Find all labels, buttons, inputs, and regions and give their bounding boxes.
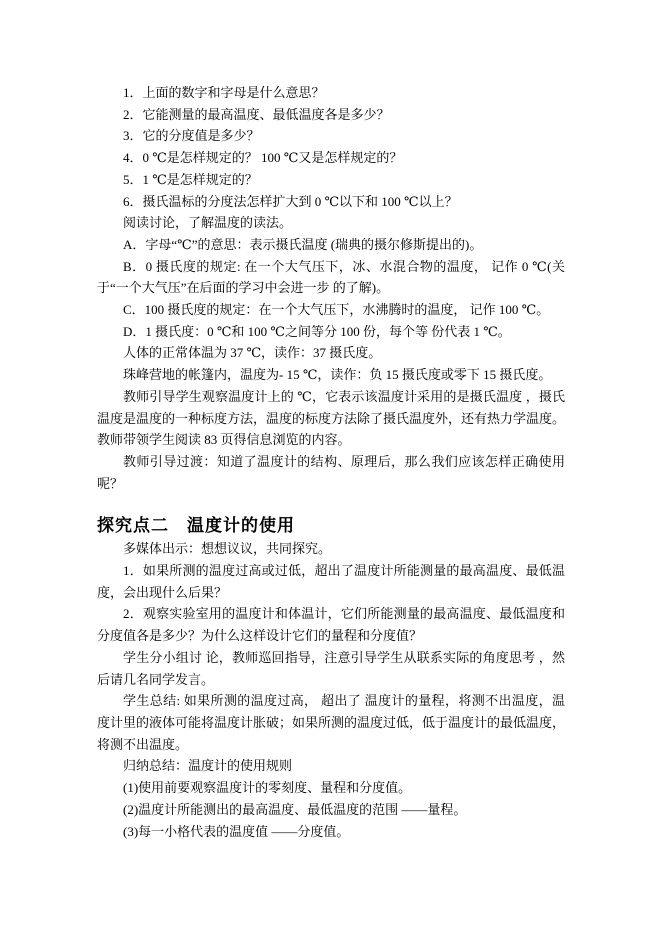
doc-paragraph: B．0 摄氏度的规定: 在一个大气压下，冰、水混合物的温度， 记作 0 ℃(关于“一个大气压”在后面的学习中会进一步 的了解)。 <box>97 258 565 296</box>
doc-paragraph: D．1 摄氏度：0 ℃和 100 ℃之间等分 100 份，每个等 份代表 1 ℃。 <box>123 323 511 339</box>
doc-paragraph: 人体的正常体温为 37 ℃，读作：37 摄氏度。 <box>123 345 382 361</box>
doc-paragraph: 阅读讨论，了解温度的读法。 <box>123 215 293 231</box>
section-heading: 探究点二 温度计的使用 <box>97 516 295 536</box>
doc-paragraph: 珠峰营地的帐篷内，温度为- 15 ℃，读作：负 15 摄氏度或零下 15 摄氏度。 <box>123 367 552 383</box>
doc-paragraph: A．字母“℃”的意思：表示摄氏温度 (瑞典的摄尔修斯提出的)。 <box>123 236 483 252</box>
doc-paragraph: (1)使用前要观察温度计的零刻度、量程和分度值。 <box>123 780 412 796</box>
doc-paragraph: 2．它能测量的最高温度、最低温度各是多少？ <box>123 106 390 122</box>
doc-paragraph: 2．观察实验室用的温度计和体温计，它们所能测量的最高温度、最低温度和分度值各是多少？为什么这样设计它们的量程和分度值？ <box>97 606 565 644</box>
doc-paragraph: 4．0 ℃是怎样规定的？ 100 ℃又是怎样规定的？ <box>123 150 403 166</box>
doc-paragraph: 多媒体出示：想想议议，共同探究。 <box>123 541 332 557</box>
doc-paragraph: 3．它的分度值是多少？ <box>123 128 260 144</box>
doc-paragraph: C．100 摄氏度的规定：在一个大气压下，水沸腾时的温度， 记作 100 ℃。 <box>123 302 550 318</box>
doc-paragraph: 教师引导学生观察温度计上的 ℃，它表示该温度计采用的是摄氏温度 ，摄氏温度是温度的一种标度方法，温度的标度方法除了摄氏温度外，还有热力学温度。教师带领学生阅读 83 页得信息浏览的内容。 <box>97 388 566 448</box>
document-page <box>97 82 565 842</box>
doc-paragraph: 归纳总结：温度计的使用规则 <box>123 758 293 774</box>
doc-paragraph: 教师引导过渡：知道了温度计的结构、原理后，那么我们应该怎样正确使用呢？ <box>97 453 565 491</box>
doc-paragraph: (3)每一小格代表的温度值 ——分度值。 <box>123 823 350 839</box>
doc-paragraph: 学生分小组讨 论，教师巡回指导，注意引导学生从联系实际的角度思考 ，然后请几名同学发言。 <box>97 649 565 687</box>
doc-paragraph: 1．上面的数字和字母是什么意思？ <box>123 85 325 100</box>
doc-paragraph: 1．如果所测的温度过高或过低，超出了温度计所能测量的最高温度、最低温度，会出现什么后果？ <box>97 563 565 600</box>
doc-paragraph: (2)温度计所能测出的最高温度、最低温度的范围 ——量程。 <box>123 801 467 817</box>
doc-paragraph: 5．1 ℃是怎样规定的？ <box>123 171 258 187</box>
doc-paragraph: 6．摄氏温标的分度法怎样扩大到 0 ℃以下和 100 ℃以上？ <box>123 193 458 209</box>
doc-paragraph: 学生总结: 如果所测的温度过高， 超出了 温度计的量程，将测不出温度，温度计里的液体可能将温度计胀破；如果所测的温度过低，低于温度计的最低温度，将测不出温度。 <box>97 693 566 752</box>
